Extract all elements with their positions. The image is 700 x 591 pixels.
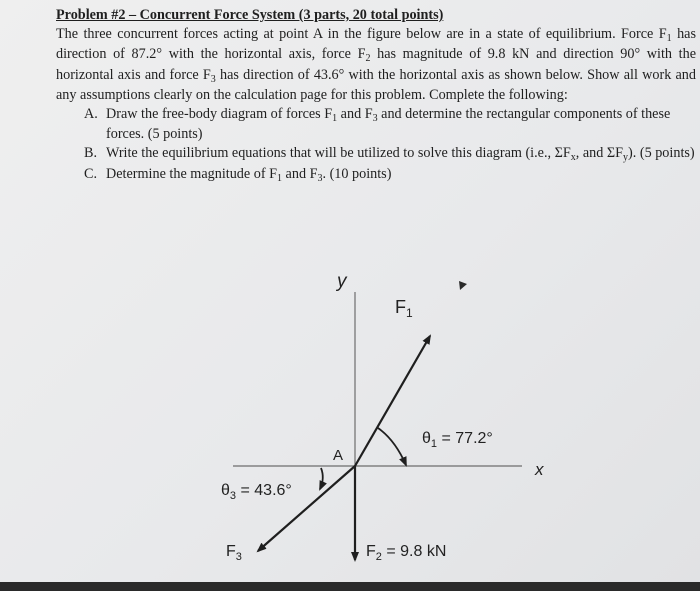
pointer-mark [459, 281, 467, 290]
point-a-label: A [333, 447, 344, 464]
theta3-label: $\theta_3 = 43.6^\circ$ [221, 482, 292, 502]
x-axis-label: x [535, 460, 544, 479]
problem-intro: The three concurrent forces acting at point A in the figure below are in a state of equilibrium. Force $F_1$ has direction of 87.2° with the horizontal axis, force $F_2$ has magnitude of 9.8 kN and direction 90° with the horizontal axis and force $F_3$ has direction of 43.6° with the horizontal axis as shown below. Show all work and any assumptions clearly on the calculation page for this problem. Complete the following: [56, 26, 696, 103]
part-b: B. Write the equilibrium equations that will be utilized to solve this diagram (i.e., $\Sigma F_x$, and $\Sigma F_y$). (5 points) [84, 145, 695, 164]
part-a: A. Draw the free-body diagram of forces $F_1$ and $F_3$ and determine the rectangular components of these forces. (5 points) [84, 106, 671, 143]
f2-label: $F_2 = 9.8$ kN [366, 543, 447, 563]
f1-label: $F_1$ [395, 297, 413, 320]
f1-vector [355, 336, 430, 466]
part-c: C. Determine the magnitude of $F_1$ and $F_3$. (10 points) [84, 165, 392, 184]
f3-label: $F_3$ [226, 543, 242, 563]
theta1-label: $\theta_1 = 77.2^\circ$ [422, 430, 493, 450]
problem-title: Problem #2 – Concurrent Force System (3 parts, 20 total points) [56, 7, 444, 23]
y-axis-label: y [337, 271, 347, 292]
theta1-arc [378, 428, 406, 465]
f3-vector [258, 466, 355, 551]
page-bottom-edge [0, 582, 700, 591]
theta3-arc [320, 468, 323, 489]
